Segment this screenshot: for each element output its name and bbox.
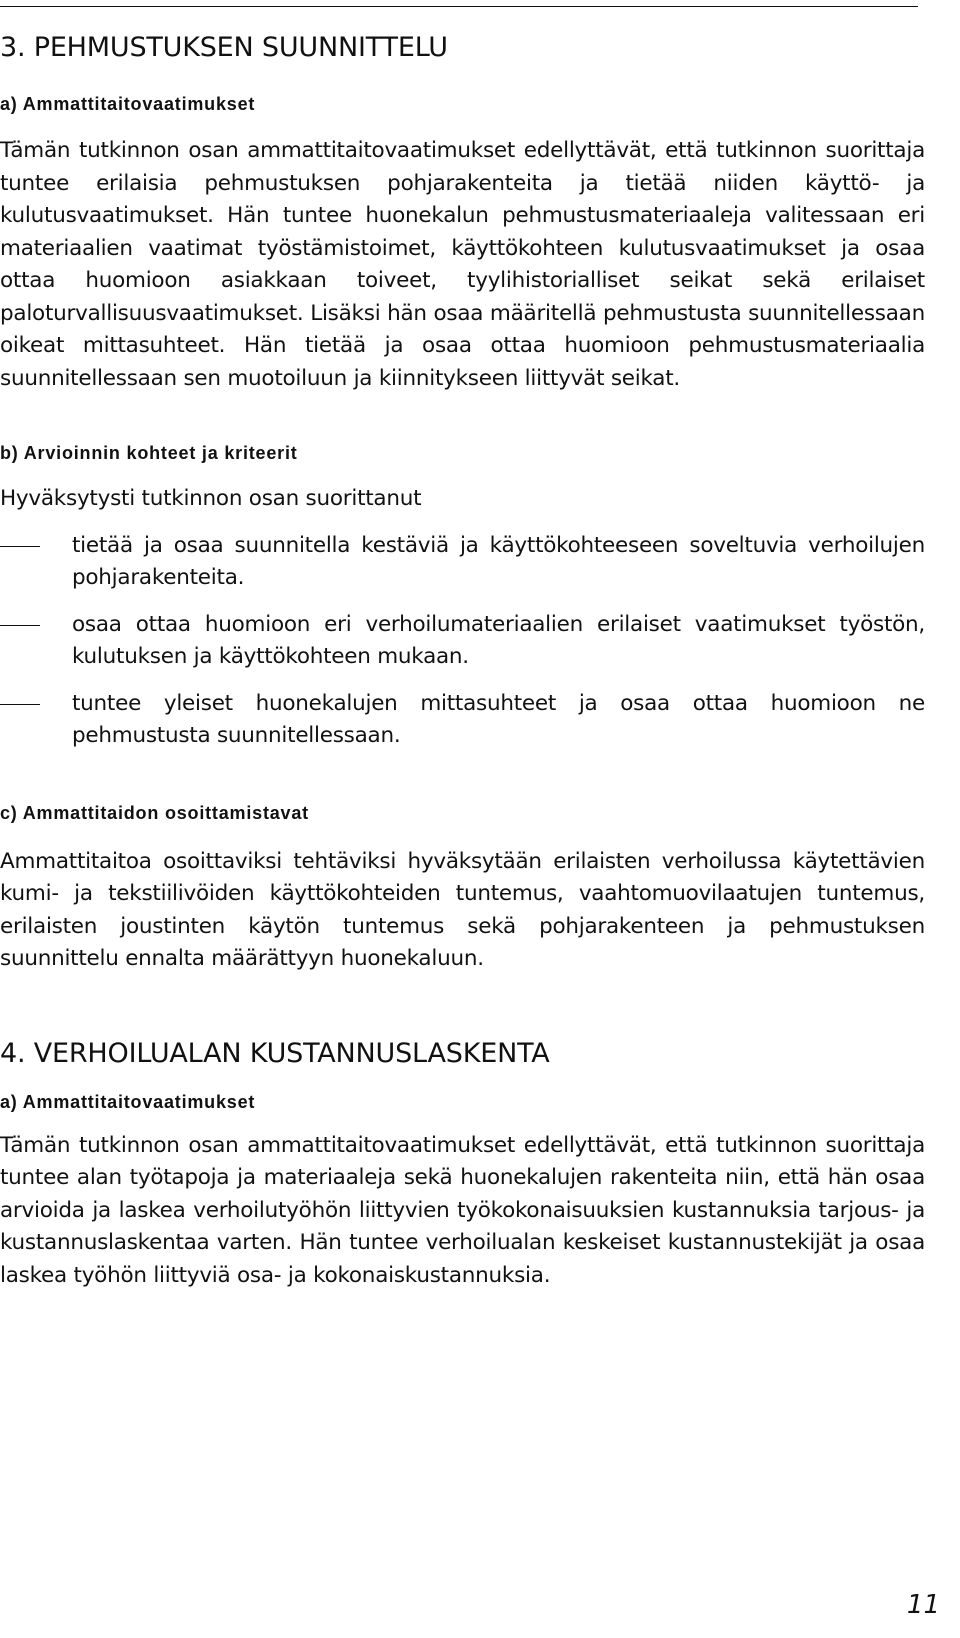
top-rule — [0, 6, 918, 7]
section-4-a-heading: a) Ammattitaitovaatimukset — [0, 1091, 256, 1112]
section-3-a-text: Tämän tutkinnon osan ammattitaitovaatimukset edellyttävät, että tutkinnon suorittaja tuntee erilaisia pehmustuksen pohjarakenteita ja tietää niiden käyttö- ja kulutusvaatimukset. Hän tuntee huonekalun pehmustusmateriaaleja valitessaan eri materiaalien vaatimat työstämistoimet, käyttökohteen kulutusvaatimukset ja osaa ottaa huomioon asiakkaan toiveet, tyylihistorialliset seikat sekä erilaiset paloturvallisuusvaatimukset. Lisäksi hän osaa määritellä pehmustusta suunnitellessaan oikeat mittasuhteet. Hän tietää ja osaa ottaa huomioon pehmustusmateriaalia suunnitellessaan sen muotoiluun ja kiinnitykseen liittyvät seikat. — [0, 138, 925, 391]
section-3-b-heading: b) Arvioinnin kohteet ja kriteerit — [0, 443, 298, 463]
section-4-a-text: Tämän tutkinnon osan ammattitaitovaatimukset edellyttävät, että tutkinnon suorittaja tuntee alan työtapoja ja materiaaleja sekä huonekalujen rakenteita niin, että hän osaa arvioida ja laskea verhoilutyöhön liittyvien työkokonaisuuksien kustannuksia tarjous- ja kustannuslaskentaa varten. Hän tuntee verhoilualan keskeiset kustannustekijät ja osaa laskea työhön liittyviä osa- ja kokonaiskustannuksia. — [0, 1132, 925, 1288]
list-item — [0, 530, 925, 595]
page-number: 11 — [906, 1590, 940, 1620]
criteria-list — [0, 530, 925, 753]
section-4-title: 4. VERHOILUALAN KUSTANNUSLASKENTA — [0, 1037, 550, 1069]
list-item — [0, 688, 925, 753]
list-item-text: osaa ottaa huomioon eri verhoilumateriaalien erilaiset vaatimukset työstön, kulutuksen ja käyttökohteen mukaan. — [72, 611, 925, 669]
section-3-c-heading: c) Ammattitaidon osoittamistavat — [0, 802, 309, 823]
section-3-a-heading: a) Ammattitaitovaatimukset — [0, 94, 256, 114]
list-item-text: tuntee yleiset huonekalujen mittasuhteet ja osaa ottaa huomioon ne pehmustusta suunnitellessaan. — [72, 690, 925, 748]
dash-bullet — [0, 546, 40, 547]
document-page — [0, 30, 925, 1292]
dash-bullet — [0, 704, 40, 705]
list-item — [0, 609, 925, 674]
dash-bullet — [0, 625, 40, 626]
section-3-b-intro: Hyväksytysti tutkinnon osan suorittanut — [0, 486, 422, 511]
section-3-c-text: Ammattitaitoa osoittaviksi tehtäviksi hyväksytään erilaisten verhoilussa käytettävien kumi- ja tekstiilivöiden käyttökohteiden tuntemus, vaahtomuovilaatujen tuntemus, erilaisten joustinten käytön tuntemus sekä pohjarakenteen ja pehmustuksen suunnittelu ennalta määrättyyn huonekaluun. — [0, 848, 925, 971]
section-3-title: 3. PEHMUSTUKSEN SUUNNITTELU — [0, 32, 448, 63]
list-item-text: tietää ja osaa suunnitella kestäviä ja käyttökohteeseen soveltuvia verhoilujen pohjarakenteita. — [72, 532, 925, 590]
